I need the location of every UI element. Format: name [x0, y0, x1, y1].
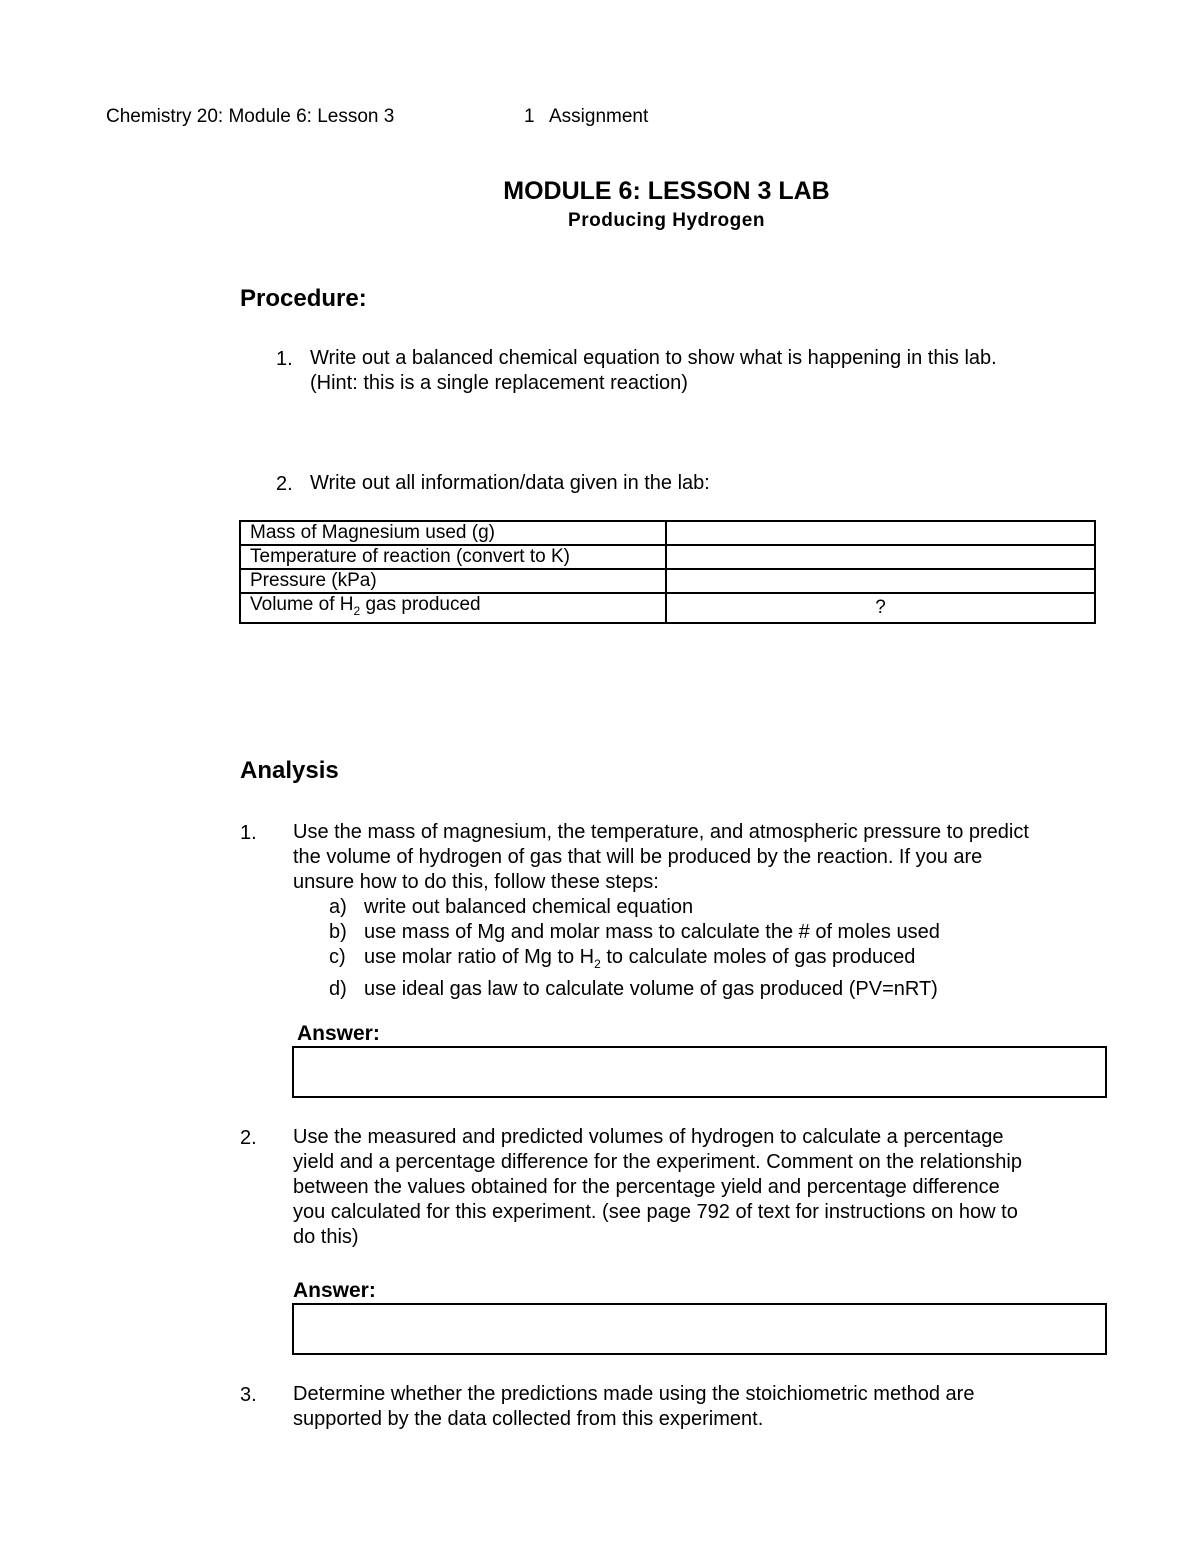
procedure-step-2-text: Write out all information/data given in the lab: [310, 472, 710, 494]
step-letter: d) [329, 978, 347, 1000]
answer-2-box[interactable] [292, 1303, 1107, 1355]
table-row [240, 521, 1095, 545]
procedure-step-1-line-1: Write out a balanced chemical equation to show what is happening in this lab. [310, 347, 997, 369]
procedure-heading: Procedure: [240, 285, 367, 312]
procedure-step-1-text [310, 346, 997, 396]
answer-1-box[interactable] [292, 1046, 1107, 1098]
question-3-line: Determine whether the predictions made using the stoichiometric method are [293, 1383, 975, 1405]
procedure-step-number: 2. [276, 473, 293, 495]
document-subtitle: Producing Hydrogen [568, 210, 765, 231]
lab-data-table [239, 520, 1096, 624]
table-cell-label [240, 593, 666, 623]
step-letter: b) [329, 921, 347, 943]
analysis-heading: Analysis [240, 757, 339, 784]
procedure-step-1-line-2: (Hint: this is a single replacement reaction) [310, 372, 688, 394]
question-2-line: do this) [293, 1226, 359, 1248]
step-text: write out balanced chemical equation [364, 896, 694, 918]
header-course-title: Chemistry 20: Module 6: Lesson 3 [106, 106, 395, 127]
question-1-text [293, 820, 1029, 895]
step-letter: c) [329, 946, 346, 968]
question-2-line: Use the measured and predicted volumes of hydrogen to calculate a percentage [293, 1126, 1004, 1148]
question-number: 3. [240, 1384, 257, 1406]
list-item [329, 895, 940, 920]
list-item [329, 920, 940, 945]
table-cell-label: Mass of Magnesium used (g) [240, 521, 666, 545]
question-number: 2. [240, 1127, 257, 1149]
table-row [240, 569, 1095, 593]
table-cell-value[interactable] [666, 521, 1095, 545]
question-3-line: supported by the data collected from this experiment. [293, 1408, 764, 1430]
step-text-subscript: 2 [594, 957, 601, 971]
answer-label: Answer: [293, 1279, 376, 1302]
list-item [329, 945, 940, 977]
step-text: use ideal gas law to calculate volume of gas produced (PV=nRT) [364, 978, 938, 1000]
label-suffix: gas produced [360, 594, 481, 615]
table-row [240, 545, 1095, 569]
answer-label: Answer: [297, 1022, 380, 1045]
question-2-line: between the values obtained for the percentage yield and percentage difference [293, 1176, 1000, 1198]
table-cell-value[interactable]: ? [666, 593, 1095, 623]
header-assignment-label: Assignment [549, 106, 649, 127]
question-1-line: Use the mass of magnesium, the temperature, and atmospheric pressure to predict [293, 821, 1029, 843]
question-number: 1. [240, 822, 257, 844]
step-text-suffix: to calculate moles of gas produced [600, 946, 916, 968]
question-1-steps [329, 895, 940, 1002]
question-2-text [293, 1125, 1022, 1250]
step-letter: a) [329, 896, 347, 918]
question-3-text [293, 1382, 974, 1432]
list-item [329, 977, 940, 1002]
question-2-line: you calculated for this experiment. (see page 792 of text for instructions on how to [293, 1201, 1018, 1223]
table-cell-label: Pressure (kPa) [240, 569, 666, 593]
table-row [240, 593, 1095, 623]
question-1-line: unsure how to do this, follow these steps: [293, 871, 659, 893]
step-text: use mass of Mg and molar mass to calculate the # of moles used [364, 921, 940, 943]
table-cell-label: Temperature of reaction (convert to K) [240, 545, 666, 569]
table-cell-value[interactable] [666, 569, 1095, 593]
procedure-step-number: 1. [276, 348, 293, 370]
header-page-number: 1 [524, 106, 535, 127]
label-subscript: 2 [353, 603, 361, 618]
question-2-line: yield and a percentage difference for the experiment. Comment on the relationship [293, 1151, 1022, 1173]
table-cell-value[interactable] [666, 545, 1095, 569]
step-text-prefix: use molar ratio of Mg to H [364, 946, 595, 968]
document-title: MODULE 6: LESSON 3 LAB [503, 177, 830, 205]
label-prefix: Volume of H [250, 594, 354, 615]
question-1-line: the volume of hydrogen of gas that will be produced by the reaction. If you are [293, 846, 983, 868]
